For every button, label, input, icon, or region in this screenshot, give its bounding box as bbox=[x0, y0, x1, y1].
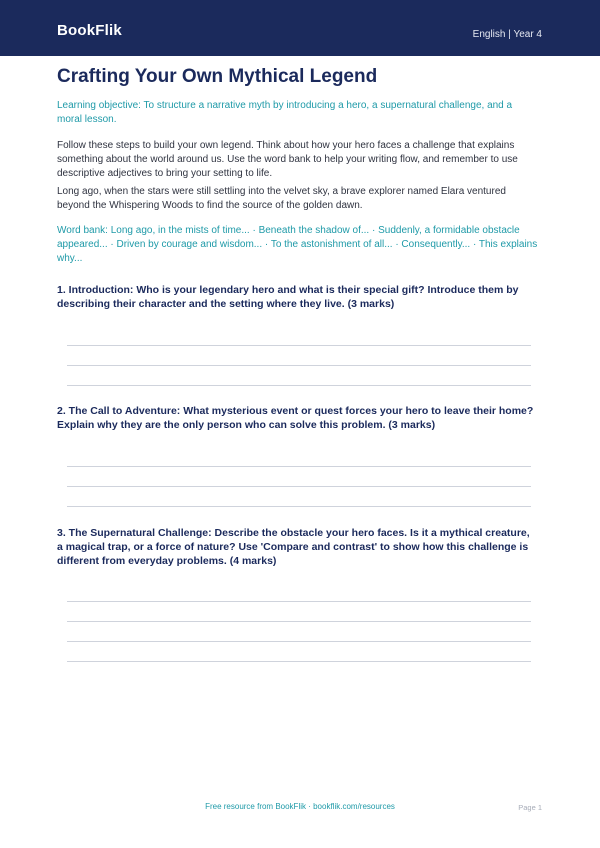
answer-line[interactable] bbox=[67, 506, 531, 507]
question-3: 3. The Supernatural Challenge: Describe the obstacle your hero faces. Is it a mythical creature, a magical trap, or a force of nature? Use 'Compare and contrast' to show how this challenge is different from everyday problems. (4 marks) bbox=[57, 527, 530, 567]
brand-logo[interactable]: BookFlik bbox=[57, 22, 122, 39]
instructions-paragraph: Follow these steps to build your own legend. Think about how your hero faces a challenge that explains something about the world around us. Use the word bank to help your writing flow, and remember to use descriptive adjectives to bring your setting to life. bbox=[57, 140, 518, 179]
answer-line[interactable] bbox=[67, 621, 531, 622]
answer-line[interactable] bbox=[67, 486, 531, 487]
answer-line[interactable] bbox=[67, 345, 531, 346]
header-bar bbox=[0, 0, 600, 56]
subject-year-label: English | Year 4 bbox=[472, 29, 542, 40]
word-bank: Word bank: Long ago, in the mists of time... · Beneath the shadow of... · Suddenly, a formidable obstacle appeared... · Driven by courage and wisdom... · To the astonishment of all... · Consequently... · This explains why... bbox=[57, 225, 538, 264]
answer-line[interactable] bbox=[67, 661, 531, 662]
learning-objective: Learning objective: To structure a narrative myth by introducing a hero, a supernatural challenge, and a moral lesson. bbox=[57, 100, 513, 125]
footer-credit-link[interactable]: Free resource from BookFlik · bookflik.com/resources bbox=[205, 802, 395, 811]
story-opening-paragraph: Long ago, when the stars were still settling into the velvet sky, a brave explorer named Elara ventured beyond the Whispering Woods to find the source of the golden dawn. bbox=[57, 186, 506, 211]
page-title: Crafting Your Own Mythical Legend bbox=[57, 66, 378, 87]
answer-line[interactable] bbox=[67, 641, 531, 642]
answer-line[interactable] bbox=[67, 601, 531, 602]
question-1: 1. Introduction: Who is your legendary hero and what is their special gift? Introduce them by describing their character and the setting where they live. (3 marks) bbox=[57, 284, 519, 310]
answer-line[interactable] bbox=[67, 365, 531, 366]
question-2: 2. The Call to Adventure: What mysterious event or quest forces your hero to leave their home? Explain why they are the only person who can solve this problem. (3 marks) bbox=[57, 405, 534, 431]
answer-line[interactable] bbox=[67, 466, 531, 467]
page-number: Page 1 bbox=[518, 803, 542, 812]
answer-line[interactable] bbox=[67, 385, 531, 386]
